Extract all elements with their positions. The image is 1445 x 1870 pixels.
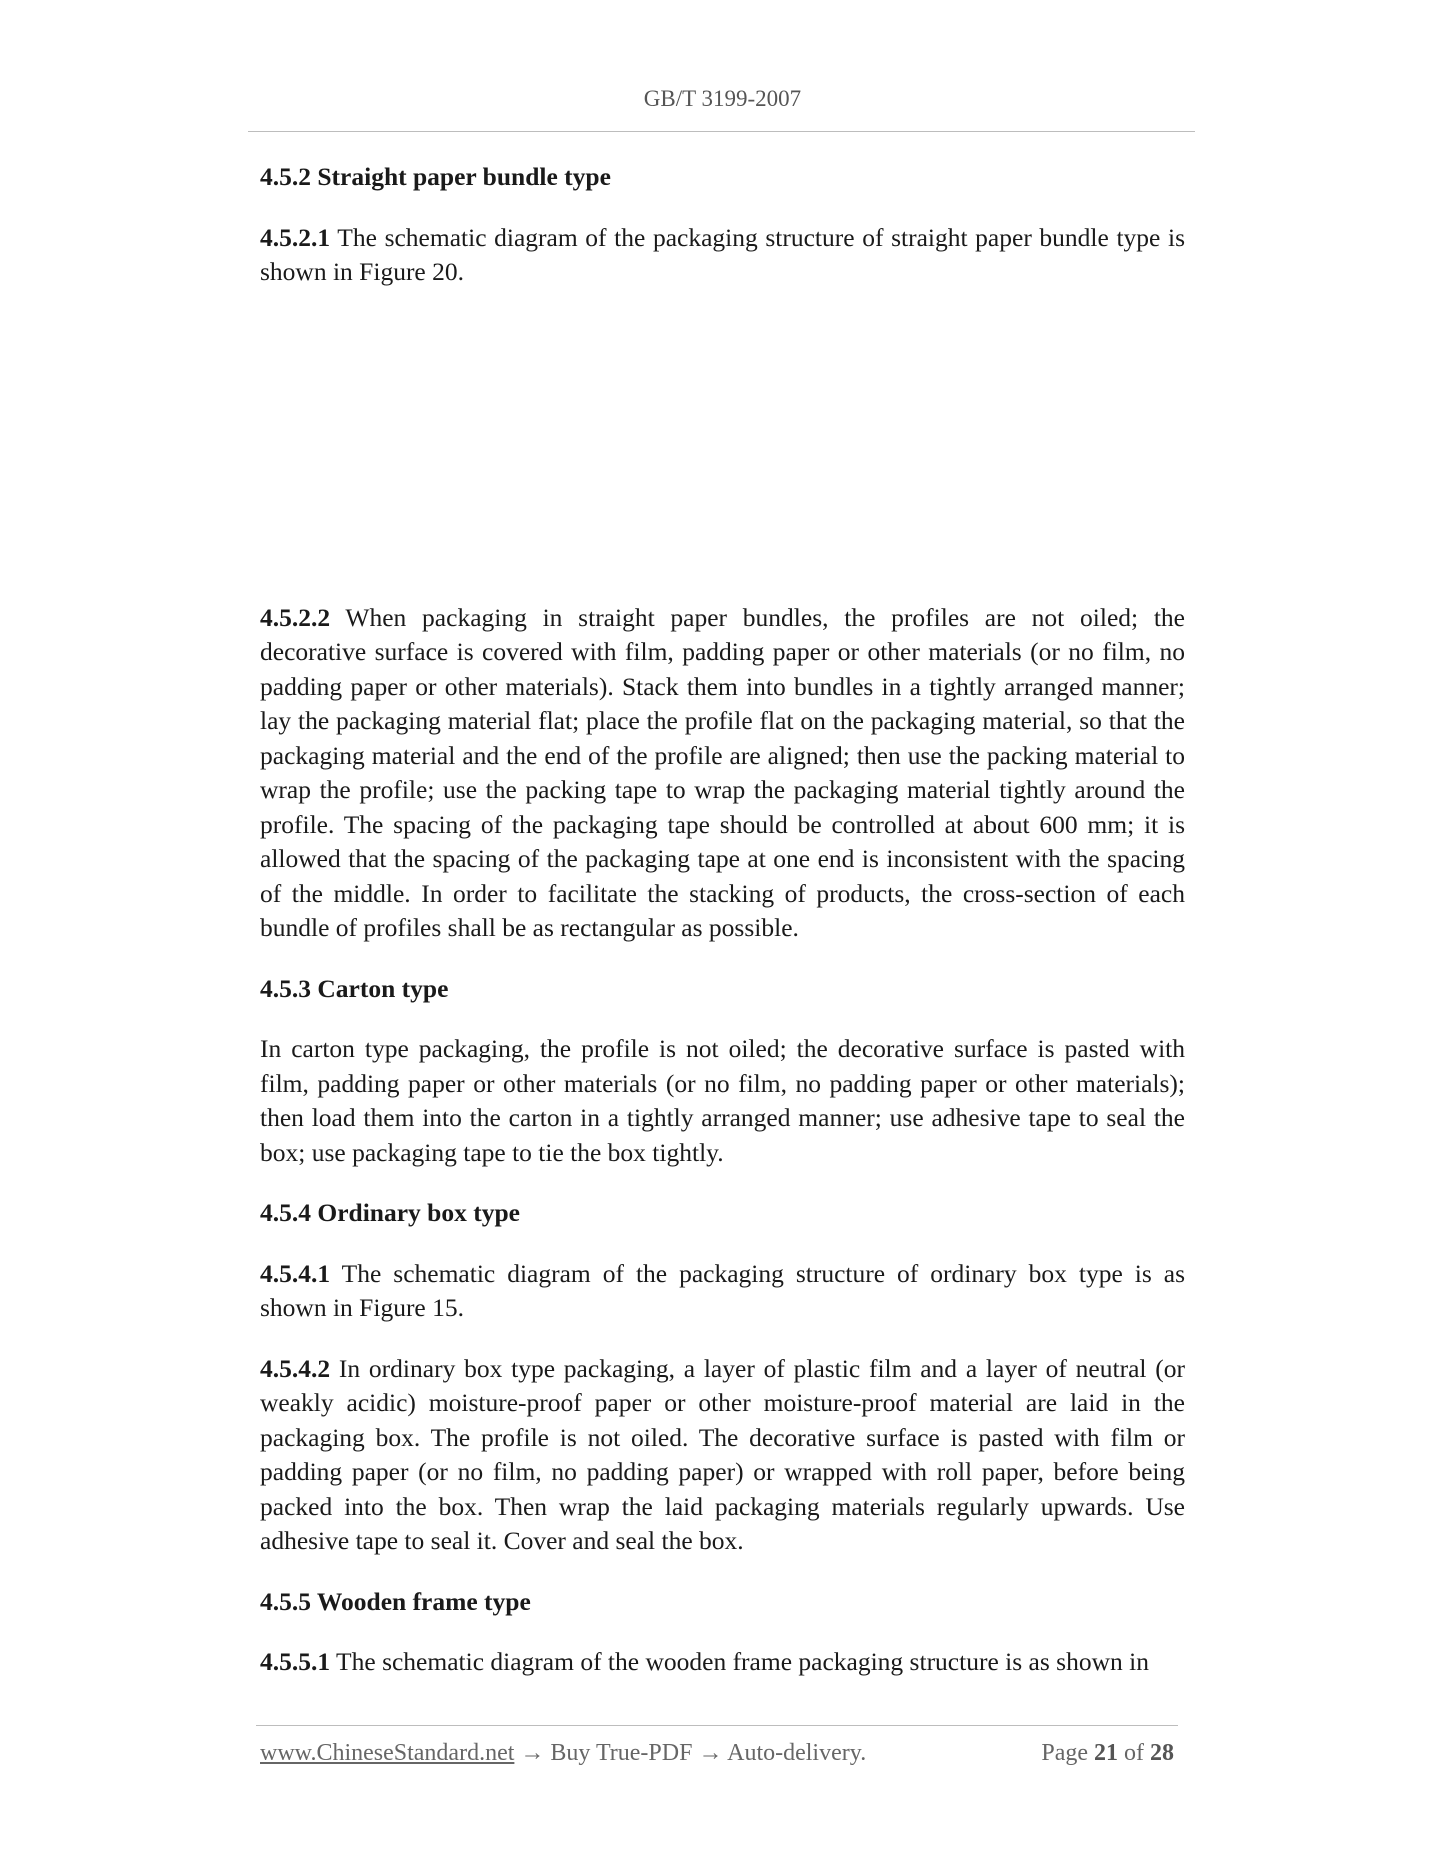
paragraph-4-5-4-1: [260, 1257, 1185, 1326]
paragraph-4-5-4-2: [260, 1352, 1185, 1559]
paragraph-text: The schematic diagram of the packaging structure of ordinary box type is as shown in Figure 15.: [260, 1258, 1185, 1322]
clause-number: 4.5.4.1: [260, 1258, 331, 1288]
current-page-number: 21: [1094, 1740, 1118, 1766]
clause-number: 4.5.2.2: [260, 602, 331, 632]
page-label: Page: [1041, 1740, 1088, 1766]
paragraph-4-5-3: In carton type packaging, the profile is not oiled; the decorative surface is pasted with film, padding paper or other materials (or no film, no padding paper or other materials); then load them into the carton in a tightly arranged manner; use adhesive tape to seal the box; use packaging tape to tie the box tightly.: [260, 1034, 1185, 1167]
of-label: of: [1124, 1740, 1144, 1766]
paragraph-4-5-5-1: [260, 1645, 1185, 1680]
figure-20-placeholder: [260, 290, 1185, 601]
section-heading-4-5-4: 4.5.4 Ordinary box type: [260, 1198, 520, 1227]
paragraph-text: The schematic diagram of the packaging structure of straight paper bundle type is shown in Figure 20.: [260, 222, 1185, 286]
page-footer: [260, 1740, 1174, 1767]
paragraph-text: The schematic diagram of the wooden frame packaging structure is as shown in: [336, 1647, 1149, 1676]
document-body: [260, 160, 1185, 1680]
section-heading-4-5-3: 4.5.3 Carton type: [260, 973, 449, 1003]
page-indicator: [1041, 1740, 1174, 1767]
footer-left: [260, 1740, 866, 1766]
footer-promo-text: → Buy True-PDF → Auto-delivery.: [520, 1740, 867, 1766]
clause-number: 4.5.5.1: [260, 1647, 331, 1676]
paragraph-text: In ordinary box type packaging, a layer of plastic film and a layer of neutral (or weakly acidic) moisture-proof paper or other moisture-proof material are laid in the packaging box. The profile is not oiled. The decorative surface is pasted with film or padding paper (or no film, no padding paper) or wrapped with roll paper, before being packed into the box. Then wrap the laid packaging materials regularly upwards. Use adhesive tape to seal it. Cover and seal the box.: [260, 1353, 1185, 1555]
header-divider: [248, 131, 1195, 132]
paragraph-4-5-2-2: [260, 601, 1185, 946]
total-page-number: 28: [1150, 1740, 1174, 1766]
page-header-title: GB/T 3199-2007: [643, 86, 802, 111]
paragraph-text: When packaging in straight paper bundles, the profiles are not oiled; the decorative surface is covered with film, padding paper or other materials (or no film, no padding paper or other materials). Stack them into bundles in a tightly arranged manner; lay the packaging material flat; place the profile flat on the packaging material, so that the packaging material and the end of the profile are aligned; then use the packing material to wrap the profile; use the packing tape to wrap the packaging material tightly around the profile. The spacing of the packaging tape should be controlled at about 600 mm; it is allowed that the spacing of the packaging tape at one end is inconsistent with the spacing of the middle. In order to facilitate the stacking of products, the cross-section of each bundle of profiles shall be as rectangular as possible.: [260, 602, 1185, 942]
site-link[interactable]: www.ChineseStandard.net: [260, 1740, 515, 1766]
footer-divider: [256, 1725, 1178, 1726]
clause-number: 4.5.4.2: [260, 1353, 331, 1383]
section-heading-4-5-5: 4.5.5 Wooden frame type: [260, 1586, 531, 1616]
clause-number: 4.5.2.1: [260, 222, 331, 252]
paragraph-4-5-2-1: [260, 221, 1185, 290]
section-heading-4-5-2: 4.5.2 Straight paper bundle type: [260, 162, 611, 191]
